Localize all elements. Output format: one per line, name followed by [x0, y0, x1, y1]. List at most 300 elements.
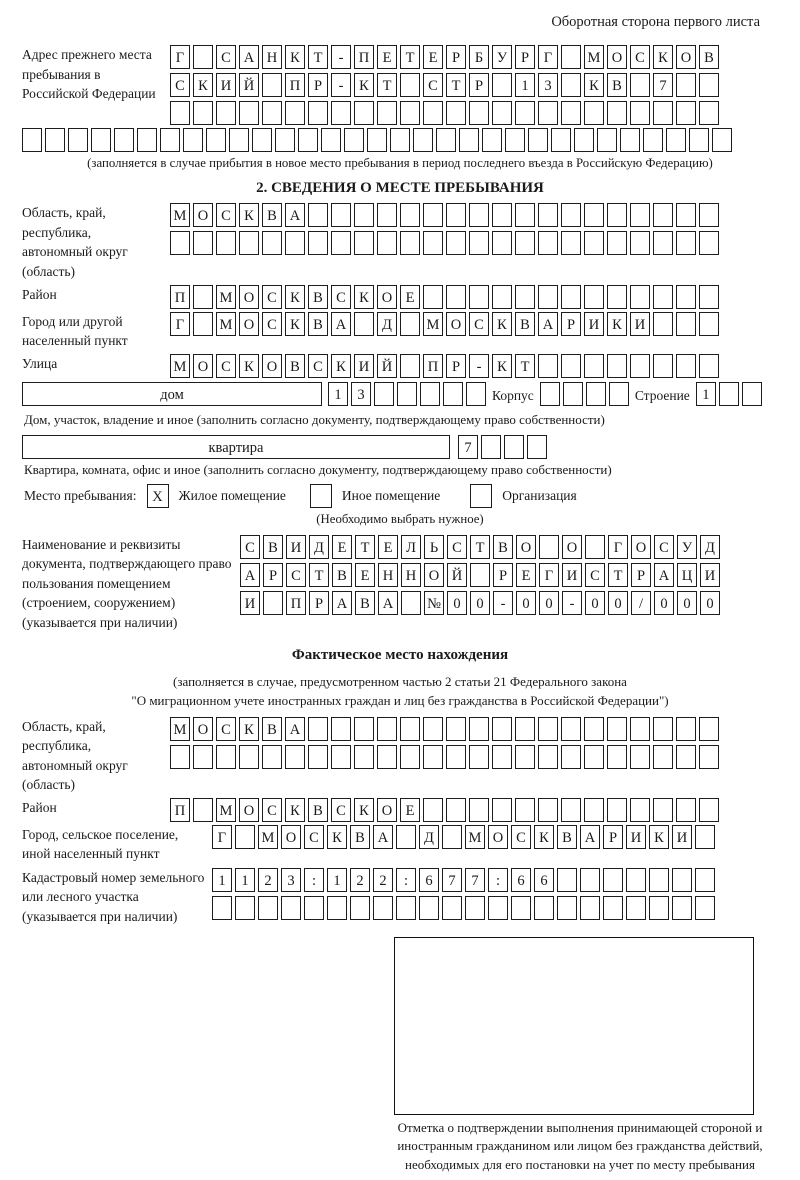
- char-box[interactable]: [676, 745, 696, 769]
- char-box[interactable]: А: [580, 825, 600, 849]
- char-box[interactable]: [229, 128, 249, 152]
- char-box[interactable]: [298, 128, 318, 152]
- char-box[interactable]: [304, 896, 324, 920]
- char-box[interactable]: [482, 128, 502, 152]
- char-box[interactable]: [419, 896, 439, 920]
- char-box[interactable]: [585, 535, 605, 559]
- char-box[interactable]: Т: [355, 535, 375, 559]
- char-box[interactable]: [557, 868, 577, 892]
- char-box[interactable]: [584, 354, 604, 378]
- char-box[interactable]: [666, 128, 686, 152]
- char-box[interactable]: К: [239, 203, 259, 227]
- char-box[interactable]: [584, 203, 604, 227]
- char-box[interactable]: О: [239, 285, 259, 309]
- char-box[interactable]: [423, 798, 443, 822]
- char-box[interactable]: П: [170, 798, 190, 822]
- char-box[interactable]: С: [331, 285, 351, 309]
- char-box[interactable]: [354, 101, 374, 125]
- char-box[interactable]: 0: [654, 591, 674, 615]
- char-box[interactable]: [354, 312, 374, 336]
- char-box[interactable]: М: [465, 825, 485, 849]
- char-box[interactable]: [262, 231, 282, 255]
- char-box[interactable]: [561, 745, 581, 769]
- char-box[interactable]: [676, 73, 696, 97]
- char-box[interactable]: [400, 717, 420, 741]
- char-box[interactable]: Р: [493, 563, 513, 587]
- char-box[interactable]: Р: [515, 45, 535, 69]
- char-box[interactable]: [492, 717, 512, 741]
- char-box[interactable]: [699, 203, 719, 227]
- char-box[interactable]: И: [562, 563, 582, 587]
- char-box[interactable]: [649, 868, 669, 892]
- char-box[interactable]: Е: [516, 563, 536, 587]
- char-box[interactable]: [630, 745, 650, 769]
- char-box[interactable]: С: [286, 563, 306, 587]
- char-box[interactable]: [285, 745, 305, 769]
- char-box[interactable]: [597, 128, 617, 152]
- char-box[interactable]: [492, 285, 512, 309]
- char-box[interactable]: Е: [377, 45, 397, 69]
- char-box[interactable]: [584, 101, 604, 125]
- char-box[interactable]: -: [331, 73, 351, 97]
- char-box[interactable]: [170, 231, 190, 255]
- char-box[interactable]: Р: [308, 73, 328, 97]
- char-box[interactable]: [676, 285, 696, 309]
- char-box[interactable]: [423, 101, 443, 125]
- char-box[interactable]: [469, 285, 489, 309]
- char-box[interactable]: [653, 285, 673, 309]
- char-box[interactable]: [400, 745, 420, 769]
- char-box[interactable]: [354, 745, 374, 769]
- char-box[interactable]: К: [354, 285, 374, 309]
- char-box[interactable]: [538, 203, 558, 227]
- char-box[interactable]: [653, 203, 673, 227]
- char-box[interactable]: [396, 896, 416, 920]
- char-box[interactable]: [45, 128, 65, 152]
- char-box[interactable]: [630, 285, 650, 309]
- char-box[interactable]: [653, 798, 673, 822]
- char-box[interactable]: О: [193, 354, 213, 378]
- char-box[interactable]: [446, 101, 466, 125]
- char-box[interactable]: [469, 101, 489, 125]
- char-box[interactable]: 0: [608, 591, 628, 615]
- kvartira-box-label[interactable]: квартира: [22, 435, 450, 459]
- char-box[interactable]: [699, 354, 719, 378]
- char-box[interactable]: [515, 203, 535, 227]
- char-box[interactable]: С: [469, 312, 489, 336]
- char-box[interactable]: [331, 745, 351, 769]
- char-box[interactable]: [676, 312, 696, 336]
- char-box[interactable]: [653, 101, 673, 125]
- char-box[interactable]: [396, 825, 416, 849]
- char-box[interactable]: М: [258, 825, 278, 849]
- char-box[interactable]: Т: [515, 354, 535, 378]
- char-box[interactable]: К: [327, 825, 347, 849]
- char-box[interactable]: А: [240, 563, 260, 587]
- char-box[interactable]: [374, 382, 394, 406]
- char-box[interactable]: А: [239, 45, 259, 69]
- char-box[interactable]: В: [263, 535, 283, 559]
- char-box[interactable]: [466, 382, 486, 406]
- char-box[interactable]: [626, 896, 646, 920]
- char-box[interactable]: [515, 285, 535, 309]
- char-box[interactable]: К: [649, 825, 669, 849]
- char-box[interactable]: Р: [631, 563, 651, 587]
- char-box[interactable]: [539, 535, 559, 559]
- char-box[interactable]: П: [285, 73, 305, 97]
- char-box[interactable]: [511, 896, 531, 920]
- char-box[interactable]: Т: [608, 563, 628, 587]
- char-box[interactable]: О: [281, 825, 301, 849]
- char-box[interactable]: [331, 717, 351, 741]
- char-box[interactable]: [584, 231, 604, 255]
- char-box[interactable]: Т: [400, 45, 420, 69]
- char-box[interactable]: [400, 101, 420, 125]
- char-box[interactable]: К: [492, 312, 512, 336]
- char-box[interactable]: [630, 101, 650, 125]
- char-box[interactable]: 2: [258, 868, 278, 892]
- char-box[interactable]: С: [216, 717, 236, 741]
- char-box[interactable]: Ц: [677, 563, 697, 587]
- char-box[interactable]: [344, 128, 364, 152]
- char-box[interactable]: [281, 896, 301, 920]
- char-box[interactable]: С: [447, 535, 467, 559]
- char-box[interactable]: [377, 101, 397, 125]
- char-box[interactable]: [235, 825, 255, 849]
- char-box[interactable]: [216, 101, 236, 125]
- char-box[interactable]: [676, 203, 696, 227]
- char-box[interactable]: О: [239, 798, 259, 822]
- char-box[interactable]: Й: [447, 563, 467, 587]
- char-box[interactable]: К: [285, 45, 305, 69]
- char-box[interactable]: [423, 285, 443, 309]
- char-box[interactable]: [538, 798, 558, 822]
- char-box[interactable]: [607, 101, 627, 125]
- char-box[interactable]: [235, 896, 255, 920]
- char-box[interactable]: [377, 717, 397, 741]
- char-box[interactable]: [470, 563, 490, 587]
- char-box[interactable]: -: [331, 45, 351, 69]
- char-box[interactable]: Т: [446, 73, 466, 97]
- char-box[interactable]: [377, 231, 397, 255]
- char-box[interactable]: [350, 896, 370, 920]
- char-box[interactable]: [308, 101, 328, 125]
- char-box[interactable]: К: [354, 798, 374, 822]
- char-box[interactable]: [331, 231, 351, 255]
- char-box[interactable]: -: [493, 591, 513, 615]
- char-box[interactable]: К: [285, 798, 305, 822]
- char-box[interactable]: [515, 101, 535, 125]
- char-box[interactable]: Н: [401, 563, 421, 587]
- char-box[interactable]: Г: [539, 563, 559, 587]
- char-box[interactable]: А: [332, 591, 352, 615]
- char-box[interactable]: [321, 128, 341, 152]
- char-box[interactable]: [653, 312, 673, 336]
- char-box[interactable]: [580, 896, 600, 920]
- char-box[interactable]: 6: [511, 868, 531, 892]
- char-box[interactable]: [653, 354, 673, 378]
- char-box[interactable]: [91, 128, 111, 152]
- char-box[interactable]: М: [170, 717, 190, 741]
- char-box[interactable]: С: [262, 285, 282, 309]
- dom-box-label[interactable]: дом: [22, 382, 322, 406]
- char-box[interactable]: [354, 231, 374, 255]
- char-box[interactable]: [446, 717, 466, 741]
- char-box[interactable]: [515, 717, 535, 741]
- char-box[interactable]: А: [285, 717, 305, 741]
- char-box[interactable]: В: [285, 354, 305, 378]
- char-box[interactable]: М: [216, 798, 236, 822]
- char-box[interactable]: [607, 798, 627, 822]
- char-box[interactable]: С: [304, 825, 324, 849]
- char-box[interactable]: И: [584, 312, 604, 336]
- char-box[interactable]: Р: [309, 591, 329, 615]
- char-box[interactable]: 0: [700, 591, 720, 615]
- char-box[interactable]: О: [239, 312, 259, 336]
- char-box[interactable]: [446, 745, 466, 769]
- char-box[interactable]: Е: [355, 563, 375, 587]
- char-box[interactable]: К: [239, 717, 259, 741]
- char-box[interactable]: [492, 73, 512, 97]
- char-box[interactable]: О: [607, 45, 627, 69]
- char-box[interactable]: [400, 231, 420, 255]
- char-box[interactable]: 6: [534, 868, 554, 892]
- char-box[interactable]: О: [193, 717, 213, 741]
- char-box[interactable]: М: [170, 354, 190, 378]
- char-box[interactable]: [584, 717, 604, 741]
- char-box[interactable]: [420, 382, 440, 406]
- char-box[interactable]: В: [607, 73, 627, 97]
- char-box[interactable]: [515, 798, 535, 822]
- char-box[interactable]: [584, 745, 604, 769]
- char-box[interactable]: [459, 128, 479, 152]
- char-box[interactable]: С: [262, 798, 282, 822]
- char-box[interactable]: [538, 231, 558, 255]
- char-box[interactable]: Г: [170, 312, 190, 336]
- char-box[interactable]: [630, 717, 650, 741]
- char-box[interactable]: [481, 435, 501, 459]
- char-box[interactable]: [423, 745, 443, 769]
- char-box[interactable]: [469, 798, 489, 822]
- char-box[interactable]: Б: [469, 45, 489, 69]
- char-box[interactable]: [400, 203, 420, 227]
- char-box[interactable]: [413, 128, 433, 152]
- char-box[interactable]: 3: [351, 382, 371, 406]
- char-box[interactable]: О: [377, 285, 397, 309]
- char-box[interactable]: С: [331, 798, 351, 822]
- char-box[interactable]: [252, 128, 272, 152]
- char-box[interactable]: [607, 285, 627, 309]
- char-box[interactable]: [563, 382, 583, 406]
- char-box[interactable]: С: [170, 73, 190, 97]
- char-box[interactable]: О: [446, 312, 466, 336]
- char-box[interactable]: [699, 285, 719, 309]
- char-box[interactable]: [262, 73, 282, 97]
- char-box[interactable]: А: [378, 591, 398, 615]
- char-box[interactable]: [607, 354, 627, 378]
- char-box[interactable]: Р: [603, 825, 623, 849]
- char-box[interactable]: [551, 128, 571, 152]
- char-box[interactable]: Р: [263, 563, 283, 587]
- char-box[interactable]: Й: [377, 354, 397, 378]
- char-box[interactable]: [630, 354, 650, 378]
- char-box[interactable]: -: [562, 591, 582, 615]
- char-box[interactable]: [436, 128, 456, 152]
- char-box[interactable]: [354, 717, 374, 741]
- char-box[interactable]: [137, 128, 157, 152]
- char-box[interactable]: [367, 128, 387, 152]
- char-box[interactable]: Г: [170, 45, 190, 69]
- char-box[interactable]: [561, 285, 581, 309]
- char-box[interactable]: Р: [469, 73, 489, 97]
- char-box[interactable]: [557, 896, 577, 920]
- char-box[interactable]: [603, 896, 623, 920]
- char-box[interactable]: [216, 745, 236, 769]
- char-box[interactable]: Й: [239, 73, 259, 97]
- char-box[interactable]: 0: [516, 591, 536, 615]
- char-box[interactable]: М: [584, 45, 604, 69]
- char-box[interactable]: К: [193, 73, 213, 97]
- char-box[interactable]: [561, 73, 581, 97]
- char-box[interactable]: [699, 231, 719, 255]
- char-box[interactable]: В: [308, 798, 328, 822]
- char-box[interactable]: [469, 203, 489, 227]
- char-box[interactable]: [527, 435, 547, 459]
- char-box[interactable]: [676, 798, 696, 822]
- char-box[interactable]: [465, 896, 485, 920]
- char-box[interactable]: А: [654, 563, 674, 587]
- char-box[interactable]: О: [562, 535, 582, 559]
- char-box[interactable]: [239, 745, 259, 769]
- char-box[interactable]: :: [304, 868, 324, 892]
- char-box[interactable]: [492, 745, 512, 769]
- char-box[interactable]: [695, 896, 715, 920]
- char-box[interactable]: 6: [419, 868, 439, 892]
- char-box[interactable]: 1: [328, 382, 348, 406]
- char-box[interactable]: 3: [538, 73, 558, 97]
- char-box[interactable]: О: [262, 354, 282, 378]
- char-box[interactable]: [400, 354, 420, 378]
- char-box[interactable]: Е: [423, 45, 443, 69]
- char-box[interactable]: Е: [332, 535, 352, 559]
- char-box[interactable]: П: [286, 591, 306, 615]
- char-box[interactable]: С: [585, 563, 605, 587]
- char-box[interactable]: Е: [400, 798, 420, 822]
- char-box[interactable]: [561, 231, 581, 255]
- char-box[interactable]: [699, 73, 719, 97]
- char-box[interactable]: [630, 73, 650, 97]
- char-box[interactable]: А: [373, 825, 393, 849]
- char-box[interactable]: [285, 231, 305, 255]
- char-box[interactable]: 7: [653, 73, 673, 97]
- char-box[interactable]: [183, 128, 203, 152]
- char-box[interactable]: [492, 101, 512, 125]
- char-box[interactable]: 1: [235, 868, 255, 892]
- char-box[interactable]: [561, 101, 581, 125]
- char-box[interactable]: [331, 203, 351, 227]
- char-box[interactable]: [574, 128, 594, 152]
- char-box[interactable]: 0: [470, 591, 490, 615]
- char-box[interactable]: [401, 591, 421, 615]
- char-box[interactable]: Н: [378, 563, 398, 587]
- char-box[interactable]: И: [286, 535, 306, 559]
- char-box[interactable]: В: [355, 591, 375, 615]
- char-box[interactable]: [538, 717, 558, 741]
- char-box[interactable]: [676, 101, 696, 125]
- char-box[interactable]: [620, 128, 640, 152]
- char-box[interactable]: [630, 231, 650, 255]
- char-box[interactable]: В: [493, 535, 513, 559]
- char-box[interactable]: [712, 128, 732, 152]
- checkbox-zhiloe-pomeshchenie[interactable]: X: [147, 484, 169, 508]
- char-box[interactable]: С: [423, 73, 443, 97]
- char-box[interactable]: Р: [446, 45, 466, 69]
- char-box[interactable]: №: [424, 591, 444, 615]
- char-box[interactable]: И: [626, 825, 646, 849]
- char-box[interactable]: :: [488, 868, 508, 892]
- char-box[interactable]: [561, 717, 581, 741]
- char-box[interactable]: И: [354, 354, 374, 378]
- char-box[interactable]: [423, 203, 443, 227]
- char-box[interactable]: Т: [377, 73, 397, 97]
- char-box[interactable]: [676, 354, 696, 378]
- char-box[interactable]: В: [699, 45, 719, 69]
- char-box[interactable]: Г: [608, 535, 628, 559]
- char-box[interactable]: [561, 45, 581, 69]
- char-box[interactable]: В: [557, 825, 577, 849]
- char-box[interactable]: К: [607, 312, 627, 336]
- char-box[interactable]: О: [676, 45, 696, 69]
- char-box[interactable]: [695, 825, 715, 849]
- char-box[interactable]: [643, 128, 663, 152]
- char-box[interactable]: [742, 382, 762, 406]
- char-box[interactable]: О: [488, 825, 508, 849]
- char-box[interactable]: Т: [470, 535, 490, 559]
- char-box[interactable]: 2: [350, 868, 370, 892]
- char-box[interactable]: В: [308, 312, 328, 336]
- char-box[interactable]: [212, 896, 232, 920]
- char-box[interactable]: [492, 798, 512, 822]
- char-box[interactable]: К: [331, 354, 351, 378]
- char-box[interactable]: У: [677, 535, 697, 559]
- char-box[interactable]: [239, 101, 259, 125]
- char-box[interactable]: [400, 312, 420, 336]
- char-box[interactable]: 1: [696, 382, 716, 406]
- char-box[interactable]: [695, 868, 715, 892]
- char-box[interactable]: [561, 354, 581, 378]
- char-box[interactable]: [285, 101, 305, 125]
- char-box[interactable]: [68, 128, 88, 152]
- char-box[interactable]: [193, 101, 213, 125]
- char-box[interactable]: И: [216, 73, 236, 97]
- char-box[interactable]: [607, 717, 627, 741]
- char-box[interactable]: 2: [373, 868, 393, 892]
- char-box[interactable]: [22, 128, 42, 152]
- char-box[interactable]: В: [515, 312, 535, 336]
- char-box[interactable]: [206, 128, 226, 152]
- char-box[interactable]: [626, 868, 646, 892]
- char-box[interactable]: Н: [262, 45, 282, 69]
- char-box[interactable]: С: [216, 203, 236, 227]
- char-box[interactable]: [540, 382, 560, 406]
- char-box[interactable]: И: [700, 563, 720, 587]
- char-box[interactable]: [239, 231, 259, 255]
- char-box[interactable]: И: [672, 825, 692, 849]
- char-box[interactable]: [446, 285, 466, 309]
- char-box[interactable]: [216, 231, 236, 255]
- char-box[interactable]: /: [631, 591, 651, 615]
- char-box[interactable]: [193, 45, 213, 69]
